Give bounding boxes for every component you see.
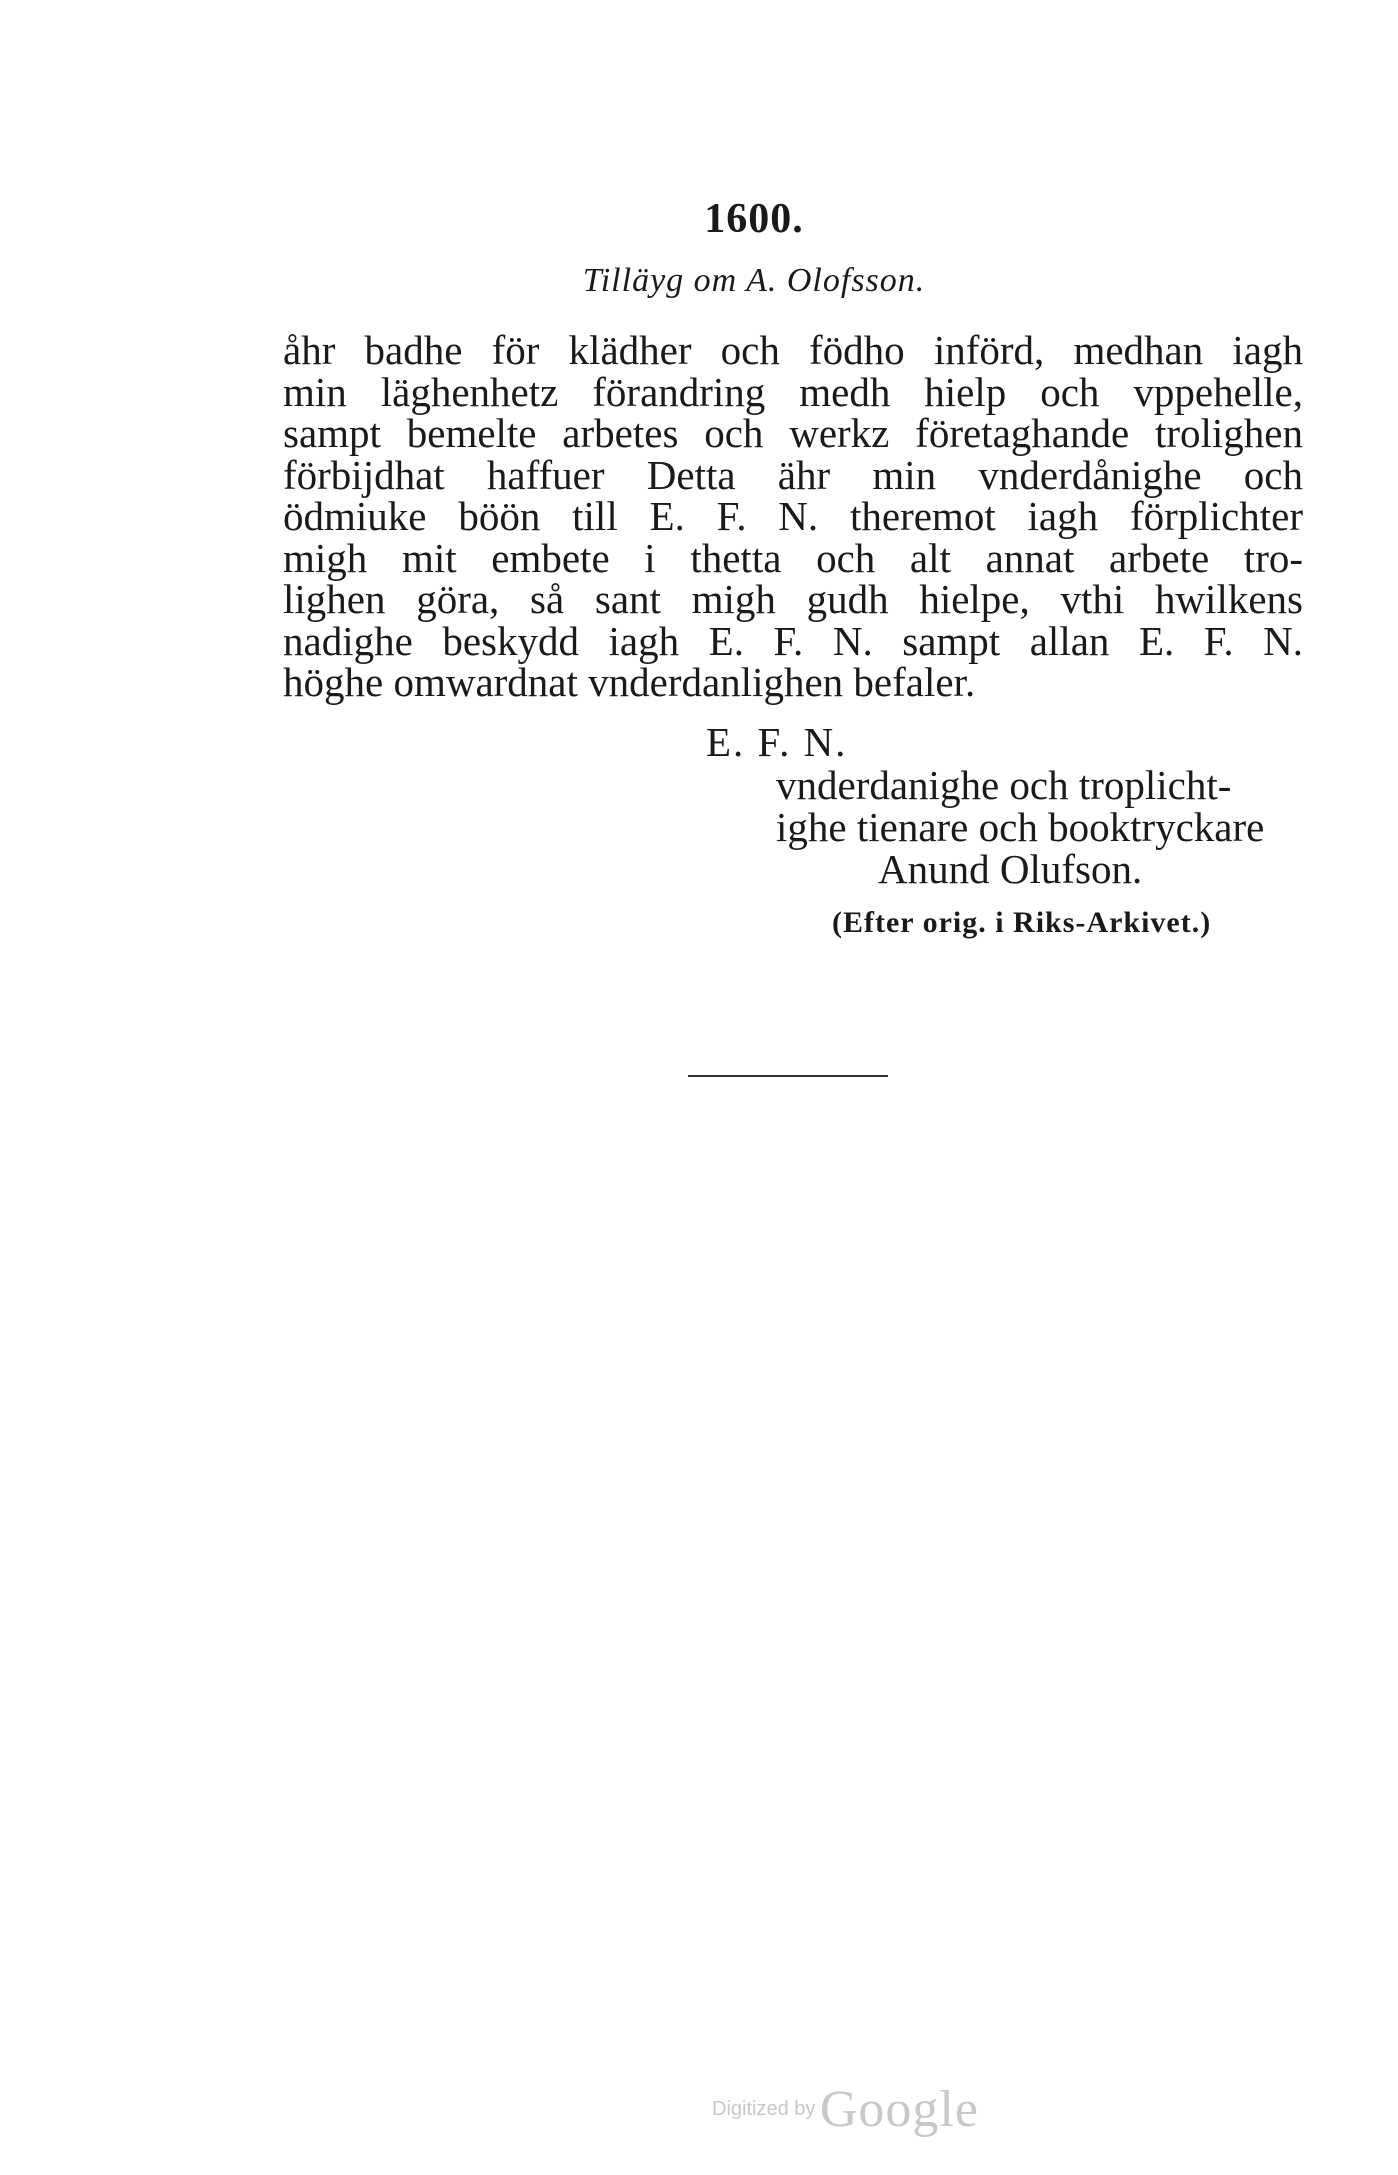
digitized-watermark xyxy=(712,2080,979,2139)
body-line: min läghenhetz förandring medh hielp och vppehelle, xyxy=(283,368,1303,415)
digitized-by-label: Digitized by xyxy=(712,2098,816,2120)
section-divider xyxy=(688,1075,888,1077)
page-year-heading: 1600. xyxy=(704,196,804,242)
google-logo: Google xyxy=(819,2081,979,2138)
signature-name: Anund Olufson. xyxy=(878,846,1143,892)
body-line: ödmiuke böön till E. F. N. theremot iagh förplichter xyxy=(283,493,1303,539)
body-line: sampt bemelte arbetes och werkz företaghande trolighen xyxy=(283,410,1303,456)
signature-block xyxy=(776,764,1264,890)
body-line: lighen göra, så sant migh gudh hielpe, vthi hwilkens xyxy=(283,576,1303,622)
body-line: nadighe beskydd iagh E. F. N. sampt allan E. F. N. xyxy=(283,617,1303,664)
body-paragraph xyxy=(283,327,1303,705)
body-line: migh mit embete i thetta och alt annat arbete tro- xyxy=(283,534,1303,581)
page-subtitle: Tilläyg om A. Olofsson. xyxy=(582,262,926,299)
signature-line: vnderdanighe och troplicht- xyxy=(776,762,1232,808)
body-line: åhr badhe för klädher och födho införd, medhan iagh xyxy=(283,327,1303,373)
source-note: (Efter orig. i Riks-Arkivet.) xyxy=(832,906,1212,939)
closing-salutation: E. F. N. xyxy=(706,719,848,765)
body-line: förbijdhat haffuer Detta ähr min vnderdånighe och xyxy=(283,451,1303,498)
signature-line: ighe tienare och booktryckare xyxy=(776,804,1265,850)
body-line: höghe omwardnat vnderdanlighen befaler. xyxy=(283,659,976,705)
